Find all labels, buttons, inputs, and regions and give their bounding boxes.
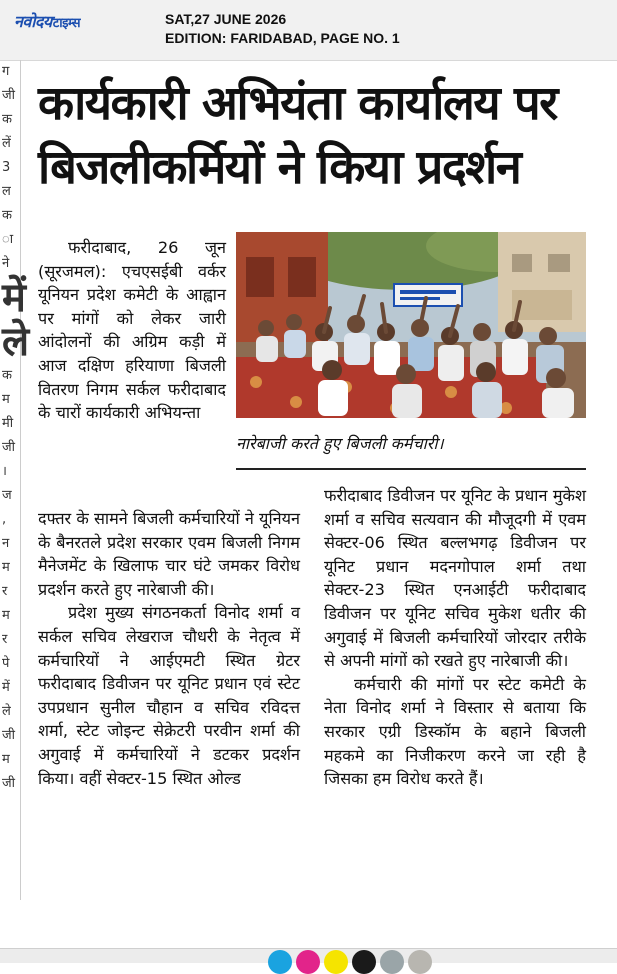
paragraph-4: कर्मचारी की मांगों पर स्टेट कमेटी के नेता विनोद शर्मा ने विस्तार से बताया कि सरकार एग्री डिस्कॉम के बहाने बिजली महकमे का निजीकरण करने जा रही है जिसका हम विरोध करते हैं। <box>324 674 586 789</box>
edition-info <box>165 10 400 48</box>
fragment-glyph: म <box>2 608 10 623</box>
paragraph-1-start: फरीदाबाद, 26 जून (सूरजमल): एचएसईबी वर्कर यूनियन प्रदेश कमेटी के आह्वान पर मांगों को लेकर जारी आंदोलनों की अग्रिम कड़ी में आज दक्षिण हरियाणा बिजली वितरण निगम सर्कल फरीदाबाद के चारों कार्यकारी अभियन्ता <box>38 238 226 423</box>
photo-caption: नारेबाजी करते हुए बिजली कर्मचारी। <box>236 434 444 453</box>
fragment-glyph: जी <box>2 776 16 791</box>
fragment-glyph: ा <box>2 232 14 247</box>
fragment-glyph: र <box>2 584 8 599</box>
fragment-glyph: 3 <box>2 160 11 175</box>
adjacent-article-fragment <box>0 60 30 900</box>
fragment-glyph: ले <box>2 704 11 719</box>
registration-mark-dot <box>380 950 404 974</box>
fragment-glyph: पे <box>2 656 10 671</box>
headline-line-2: बिजलीकर्मियों ने किया प्रदर्शन <box>38 140 521 195</box>
registration-mark-dot <box>268 950 292 974</box>
article-column-2 <box>324 484 586 791</box>
fragment-glyph: में <box>2 680 10 695</box>
fragment-glyph: जी <box>2 88 16 103</box>
paragraph-2: प्रदेश मुख्य संगठनकर्ता विनोद शर्मा व सर्कल सचिव लेखराज चौधरी के नेतृत्व में कर्मचारियों ने आईएमटी स्थित ग्रेटर फरीदाबाद डिवीजन पर यूनिट प्रधान एवं स्टेट उपप्रधान सुनील चौहान व सचिव रविदत्त शर्मा, स्टेट जोइन्ट सेक्रेटरी परवीन शर्मा की अगुवाई में कर्मचारियों ने डटकर प्रदर्शन किया। वहीं सेक्टर-15 स्थित ओल्ड <box>38 603 300 788</box>
fragment-glyph: ल <box>2 184 11 199</box>
section-divider <box>236 468 586 470</box>
logo-sub-text: टाइम्स <box>52 16 81 31</box>
registration-mark-dot <box>296 950 320 974</box>
fragment-glyph: में <box>2 275 26 321</box>
paragraph-1-end: दफ्तर के सामने बिजली कर्मचारियों ने यूनियन के बैनरतले प्रदेश सरकार एवम बिजली निगम मैनेजमेंट के खिलाफ चार घंटे जमकर विरोध प्रदर्शन करते हुए नारेबाजी की। <box>38 509 300 599</box>
fragment-glyph: , <box>2 512 7 527</box>
fragment-glyph: क <box>2 112 12 127</box>
edition-name: EDITION: FARIDABAD, PAGE NO. 1 <box>165 30 400 46</box>
fragment-glyph: म <box>2 560 10 575</box>
epaper-header <box>0 0 617 61</box>
edition-date: SAT,27 JUNE 2026 <box>165 11 287 27</box>
fragment-glyph: क <box>2 368 12 383</box>
fragment-glyph: ले <box>2 319 30 365</box>
fragment-glyph: ने <box>2 256 10 271</box>
fragment-glyph: म <box>2 752 10 767</box>
fragment-glyph: न <box>2 536 10 551</box>
article-headline <box>38 72 608 200</box>
fragment-glyph: । <box>2 464 7 479</box>
headline-line-1: कार्यकारी अभियंता कार्यालय पर <box>38 76 557 131</box>
paragraph-3: फरीदाबाद डिवीजन पर यूनिट के प्रधान मुकेश शर्मा व सचिव सत्यवान की मौजूदगी में एवम सेक्टर-06 स्थित बल्लभगढ़ डिवीजन पर यूनिट प्रधान मदनगोपाल शर्मा तथा सेक्टर-23 स्थित एनआईटी फरीदाबाद डिवीजन पर यूनिट सचिव मुकेश धतीर की अगुवाई में बिजली कर्मचारियों जोरदार तरीके से अपनी मांगों को रखते हुए नारेबाजी की। <box>324 486 586 671</box>
article-column-1-top <box>38 236 226 425</box>
fragment-glyph: लें <box>2 136 11 151</box>
registration-mark-dot <box>324 950 348 974</box>
fragment-glyph: क <box>2 208 12 223</box>
article-column-1-bottom <box>38 507 300 790</box>
article-photo[interactable] <box>236 232 586 418</box>
fragment-glyph: जी <box>2 728 16 743</box>
fragment-glyph: ग <box>2 64 10 79</box>
newspaper-logo[interactable] <box>14 10 80 32</box>
fragment-glyph: र <box>2 632 8 647</box>
logo-main-text: नवोदय <box>14 12 52 31</box>
fragment-glyph: म <box>2 392 10 407</box>
fragment-glyph: मी <box>2 416 14 431</box>
fragment-glyph: जी <box>2 440 16 455</box>
registration-mark-dot <box>352 950 376 974</box>
fragment-glyph: ज <box>2 488 12 503</box>
protest-photo-illustration <box>236 232 586 418</box>
registration-mark-dot <box>408 950 432 974</box>
